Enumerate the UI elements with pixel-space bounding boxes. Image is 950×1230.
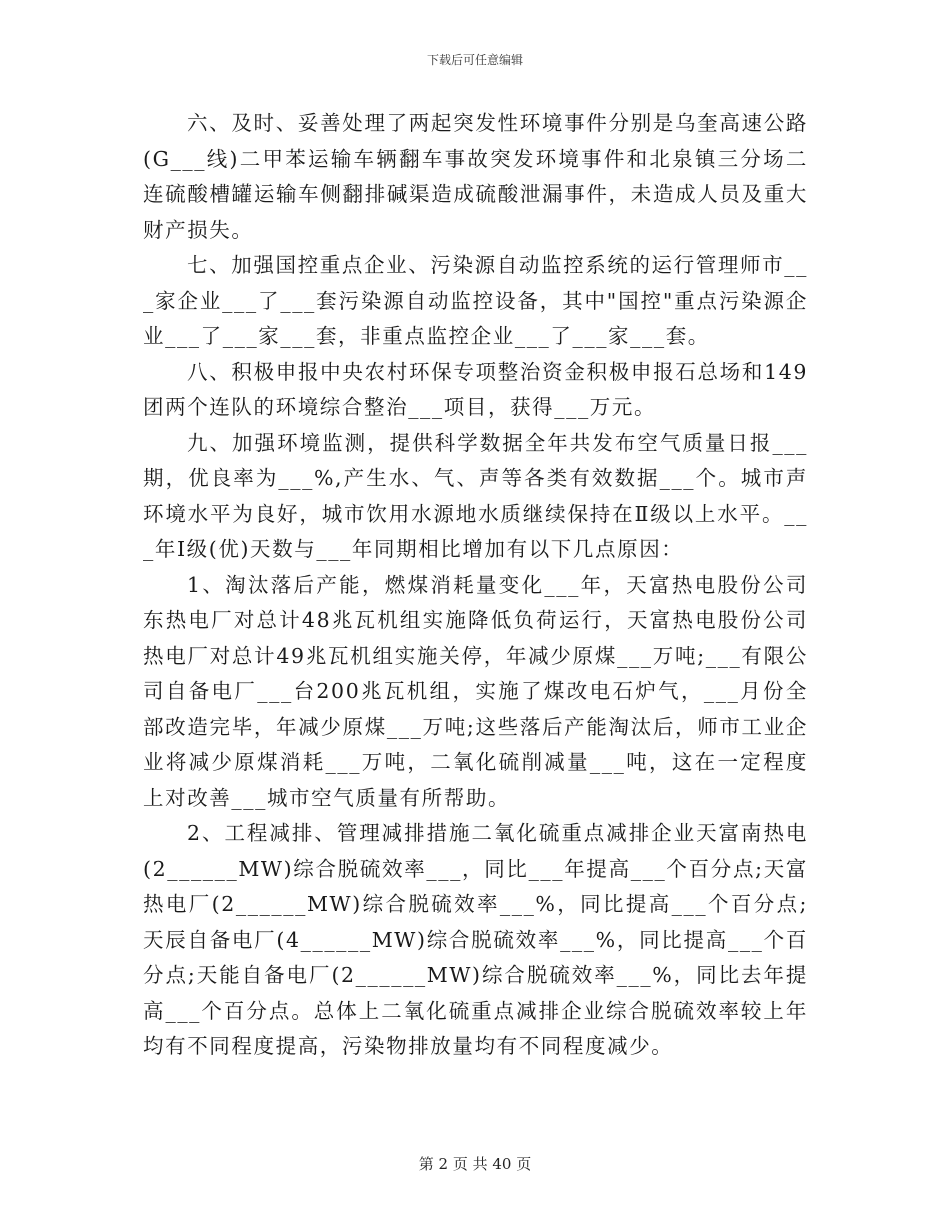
paragraph-6-emergency-events: 六、及时、妥善处理了两起突发性环境事件分别是乌奎高速公路(G___线)二甲苯运输车辆翻车事故突发环境事件和北泉镇三分场二连硫酸槽罐运输车侧翻排碱渠造成硫酸泄漏事件，未造成人员及重大财产损失。 bbox=[143, 111, 808, 242]
paragraph-7-monitoring-systems: 七、加强国控重点企业、污染源自动监控系统的运行管理师市___家企业___了___套污染源自动监控设备，其中"国控"重点污染源企业___了___家___套，非重点监控企业___了___家___套。 bbox=[143, 253, 808, 348]
document-body bbox=[143, 106, 808, 1065]
page-number: 第 2 页 共 40 页 bbox=[418, 1155, 532, 1173]
paragraph-8-rural-funding: 八、积极申报中央农村环保专项整治资金积极申报石总场和149团两个连队的环境综合整治___项目，获得___万元。 bbox=[143, 359, 808, 419]
page-header: 下载后可任意编辑 bbox=[426, 53, 523, 67]
paragraph-reason-2-emission-reduction: 2、工程减排、管理减排措施二氧化硫重点减排企业天富南热电(2______MW)综合脱硫效率___，同比___年提高___个百分点;天富热电厂(2______MW)综合脱硫效率___%，同比提高___个百分点;天辰自备电厂(4______MW)综合脱硫效率___%，同比提高___个百分点;天能自备电厂(2______MW)综合脱硫效率___%，同比去年提高___个百分点。总体上二氧化硫重点减排企业综合脱硫效率较上年均有不同程度提高，污染物排放量均有不同程度减少。 bbox=[143, 821, 808, 1058]
paragraph-9-environmental-monitoring: 九、加强环境监测，提供科学数据全年共发布空气质量日报___期，优良率为___%,产生水、气、声等各类有效数据___个。城市声环境水平为良好，城市饮用水源地水质继续保持在Ⅱ级以上水平。___年Ⅰ级(优)天数与___年同期相比增加有以下几点原因： bbox=[143, 430, 808, 561]
paragraph-reason-1-capacity: 1、淘汰落后产能，燃煤消耗量变化___年，天富热电股份公司东热电厂对总计48兆瓦机组实施降低负荷运行，天富热电股份公司热电厂对总计49兆瓦机组实施关停，年减少原煤___万吨;___有限公司自备电厂___台200兆瓦机组，实施了煤改电石炉气，___月份全部改造完毕，年减少原煤___万吨;这些落后产能淘汰后，师市工业企业将减少原煤消耗___万吨，二氧化硫削减量___吨，这在一定程度上对改善___城市空气质量有所帮助。 bbox=[143, 572, 808, 810]
